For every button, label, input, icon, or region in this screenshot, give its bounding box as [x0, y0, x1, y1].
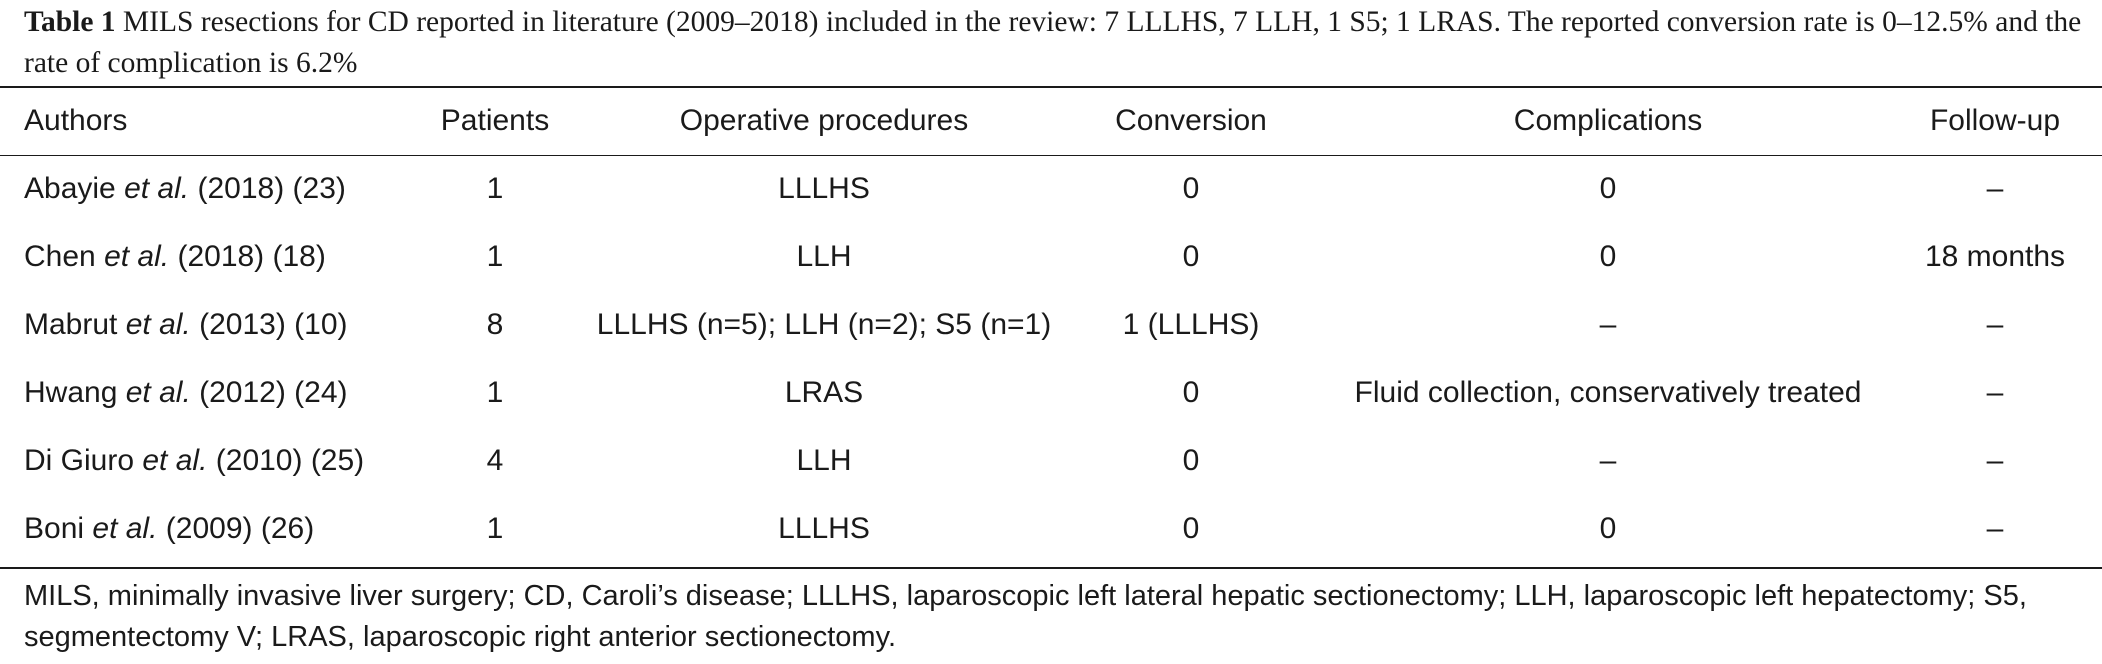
patients-cell: 1	[486, 172, 504, 205]
table-header-row	[0, 88, 2102, 155]
procedures-cell: LLH	[796, 444, 852, 477]
table-row	[0, 495, 2102, 563]
complications-cell: 0	[1599, 172, 1617, 205]
patients-cell: 1	[486, 512, 504, 545]
complications-cell: Fluid collection, conservatively treated	[1354, 376, 1862, 409]
table-caption-text: MILS resections for CD reported in literature (2009–2018) included in the review: 7 LLLHS, 7 LLH, 1 S5; 1 LRAS. The reported conversion rate is 0–12.5% and the rate of complication is 6.2%	[24, 6, 2082, 79]
conversion-cell: 0	[1182, 512, 1200, 545]
author-name: Di Giuro	[24, 444, 135, 477]
table-label: Table 1	[24, 6, 116, 38]
author-reference: (2013) (10)	[199, 308, 348, 341]
procedures-cell: LLLHS	[778, 512, 870, 545]
follow-up-cell: –	[1986, 308, 2004, 341]
complications-cell: 0	[1599, 512, 1617, 545]
author-name: Hwang	[24, 376, 118, 409]
author-reference: (2018) (23)	[197, 172, 346, 205]
complications-cell: 0	[1599, 240, 1617, 273]
follow-up-cell: –	[1986, 444, 2004, 477]
header-authors: Authors	[24, 104, 128, 137]
complications-cell: –	[1599, 308, 1617, 341]
et-al: et al.	[142, 444, 208, 477]
procedures-cell: LLLHS (n=5); LLH (n=2); S5 (n=1)	[596, 308, 1052, 341]
conversion-cell: 1 (LLLHS)	[1122, 308, 1260, 341]
table-row	[0, 155, 2102, 223]
author-cell	[24, 509, 314, 549]
author-reference: (2012) (24)	[199, 376, 348, 409]
procedures-cell: LLLHS	[778, 172, 870, 205]
et-al: et al.	[125, 376, 191, 409]
header-patients: Patients	[440, 104, 550, 137]
author-reference: (2010) (25)	[215, 444, 365, 477]
conversion-cell: 0	[1182, 172, 1200, 205]
bottom-rule	[0, 567, 2102, 569]
author-name: Abayie	[24, 172, 116, 205]
author-name: Boni	[24, 512, 85, 545]
conversion-cell: 0	[1182, 444, 1200, 477]
follow-up-cell: –	[1986, 172, 2004, 205]
author-cell	[24, 441, 364, 481]
table-row	[0, 427, 2102, 495]
table-caption	[24, 2, 2084, 84]
table-row	[0, 359, 2102, 427]
et-al: et al.	[104, 240, 170, 273]
conversion-cell: 0	[1182, 376, 1200, 409]
et-al: et al.	[124, 172, 190, 205]
author-reference: (2018) (18)	[177, 240, 326, 273]
follow-up-cell: –	[1986, 512, 2004, 545]
complications-cell: –	[1599, 444, 1617, 477]
author-cell	[24, 169, 346, 209]
table-footnote: MILS, minimally invasive liver surgery; CD, Caroli’s disease; LLLHS, laparoscopic left lateral hepatic sectionectomy; LLH, laparoscopic left hepatectomy; S5, segmentectomy V; LRAS, laparoscopic right anterior sectionectomy.	[24, 580, 2027, 653]
et-al: et al.	[125, 308, 191, 341]
patients-cell: 1	[486, 240, 504, 273]
procedures-cell: LLH	[796, 240, 852, 273]
header-complications: Complications	[1513, 104, 1703, 137]
patients-cell: 8	[486, 308, 504, 341]
follow-up-cell: 18 months	[1924, 240, 2066, 273]
author-reference: (2009) (26)	[165, 512, 315, 545]
author-cell	[24, 373, 348, 413]
follow-up-cell: –	[1986, 376, 2004, 409]
procedures-cell: LRAS	[784, 376, 864, 409]
header-operative-procedures: Operative procedures	[679, 104, 969, 137]
header-conversion: Conversion	[1115, 104, 1267, 137]
author-cell	[24, 305, 348, 345]
conversion-cell: 0	[1182, 240, 1200, 273]
table-row	[0, 291, 2102, 359]
header-follow-up: Follow-up	[1929, 104, 2061, 137]
patients-cell: 4	[486, 444, 504, 477]
et-al: et al.	[92, 512, 158, 545]
patients-cell: 1	[486, 376, 504, 409]
author-cell	[24, 237, 326, 277]
author-name: Mabrut	[24, 308, 118, 341]
table-row	[0, 223, 2102, 291]
author-name: Chen	[24, 240, 96, 273]
